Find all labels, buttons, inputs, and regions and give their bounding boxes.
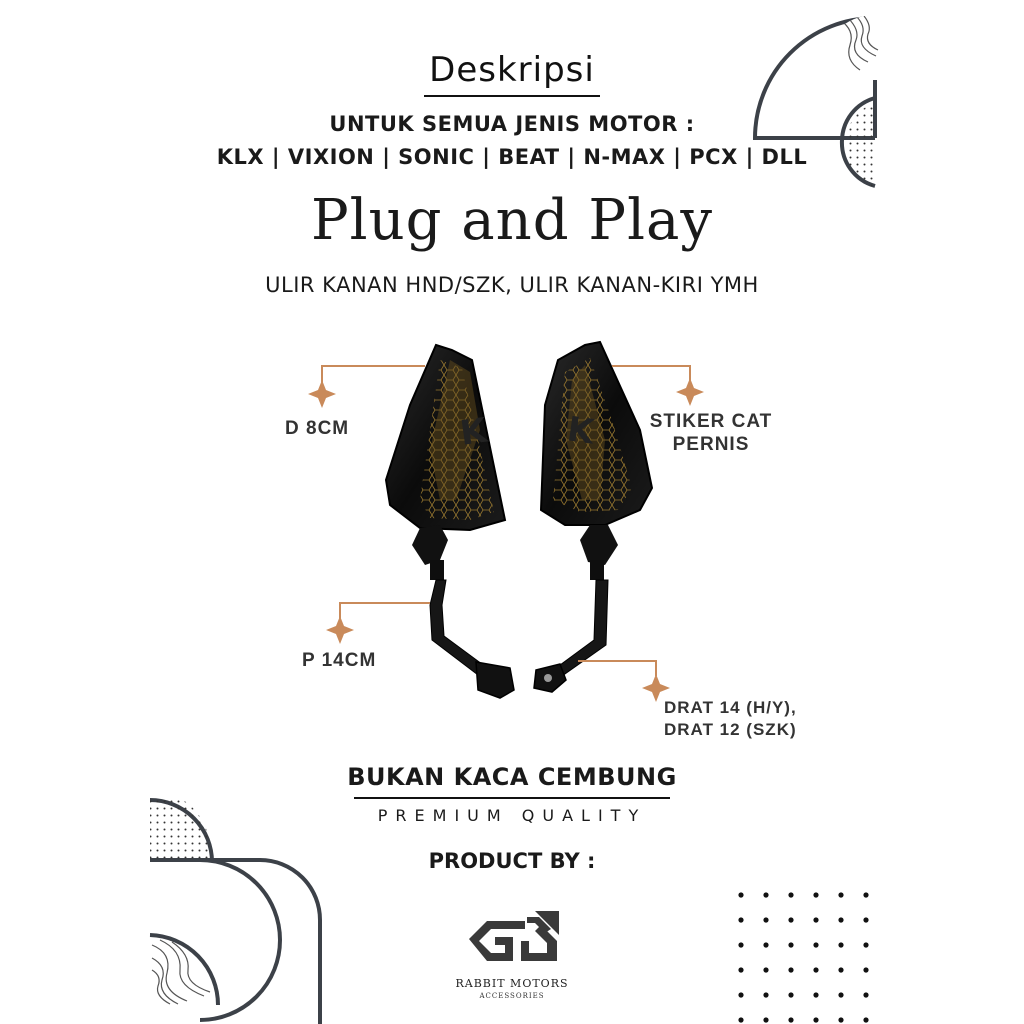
- rabbit-motors-logo: [465, 907, 565, 972]
- diamond-marker-icon: [308, 380, 336, 408]
- brand-name: RABBIT MOTORS: [455, 977, 569, 990]
- brand-subtitle: ACCESSORIES: [479, 992, 545, 1000]
- callout-lines: [322, 366, 690, 676]
- not-convex-underline: [354, 797, 670, 799]
- not-convex-note: BUKAN KACA CEMBUNG: [347, 763, 677, 791]
- page-title: Deskripsi: [429, 50, 595, 90]
- spec-diameter: D 8CM: [285, 418, 350, 439]
- diamond-marker-icon: [326, 616, 354, 644]
- thread-note: ULIR KANAN HND/SZK, ULIR KANAN-KIRI YMH: [265, 273, 759, 297]
- spec-sticker: STIKER CAT PERNIS: [649, 411, 773, 455]
- diamond-marker-icon: [676, 378, 704, 406]
- spec-thread-line-2: DRAT 12 (SZK): [664, 720, 797, 739]
- compatibility-line-2: KLX | VIXION | SONIC | BEAT | N-MAX | PCX | DLL: [216, 145, 808, 169]
- spec-thread: [664, 697, 797, 741]
- spec-length: P 14CM: [302, 650, 377, 671]
- right-mirror: [534, 342, 652, 692]
- left-mirror: [386, 345, 514, 698]
- svg-text:K: K: [564, 409, 597, 453]
- spec-thread-line-1: DRAT 14 (H/Y),: [664, 698, 797, 717]
- product-by-label: PRODUCT BY :: [428, 849, 596, 873]
- headline: Plug and Play: [310, 188, 714, 253]
- svg-text:K: K: [457, 410, 490, 454]
- premium-quality-tag: PREMIUM QUALITY: [377, 806, 647, 825]
- compatibility-line-1: UNTUK SEMUA JENIS MOTOR :: [329, 112, 695, 136]
